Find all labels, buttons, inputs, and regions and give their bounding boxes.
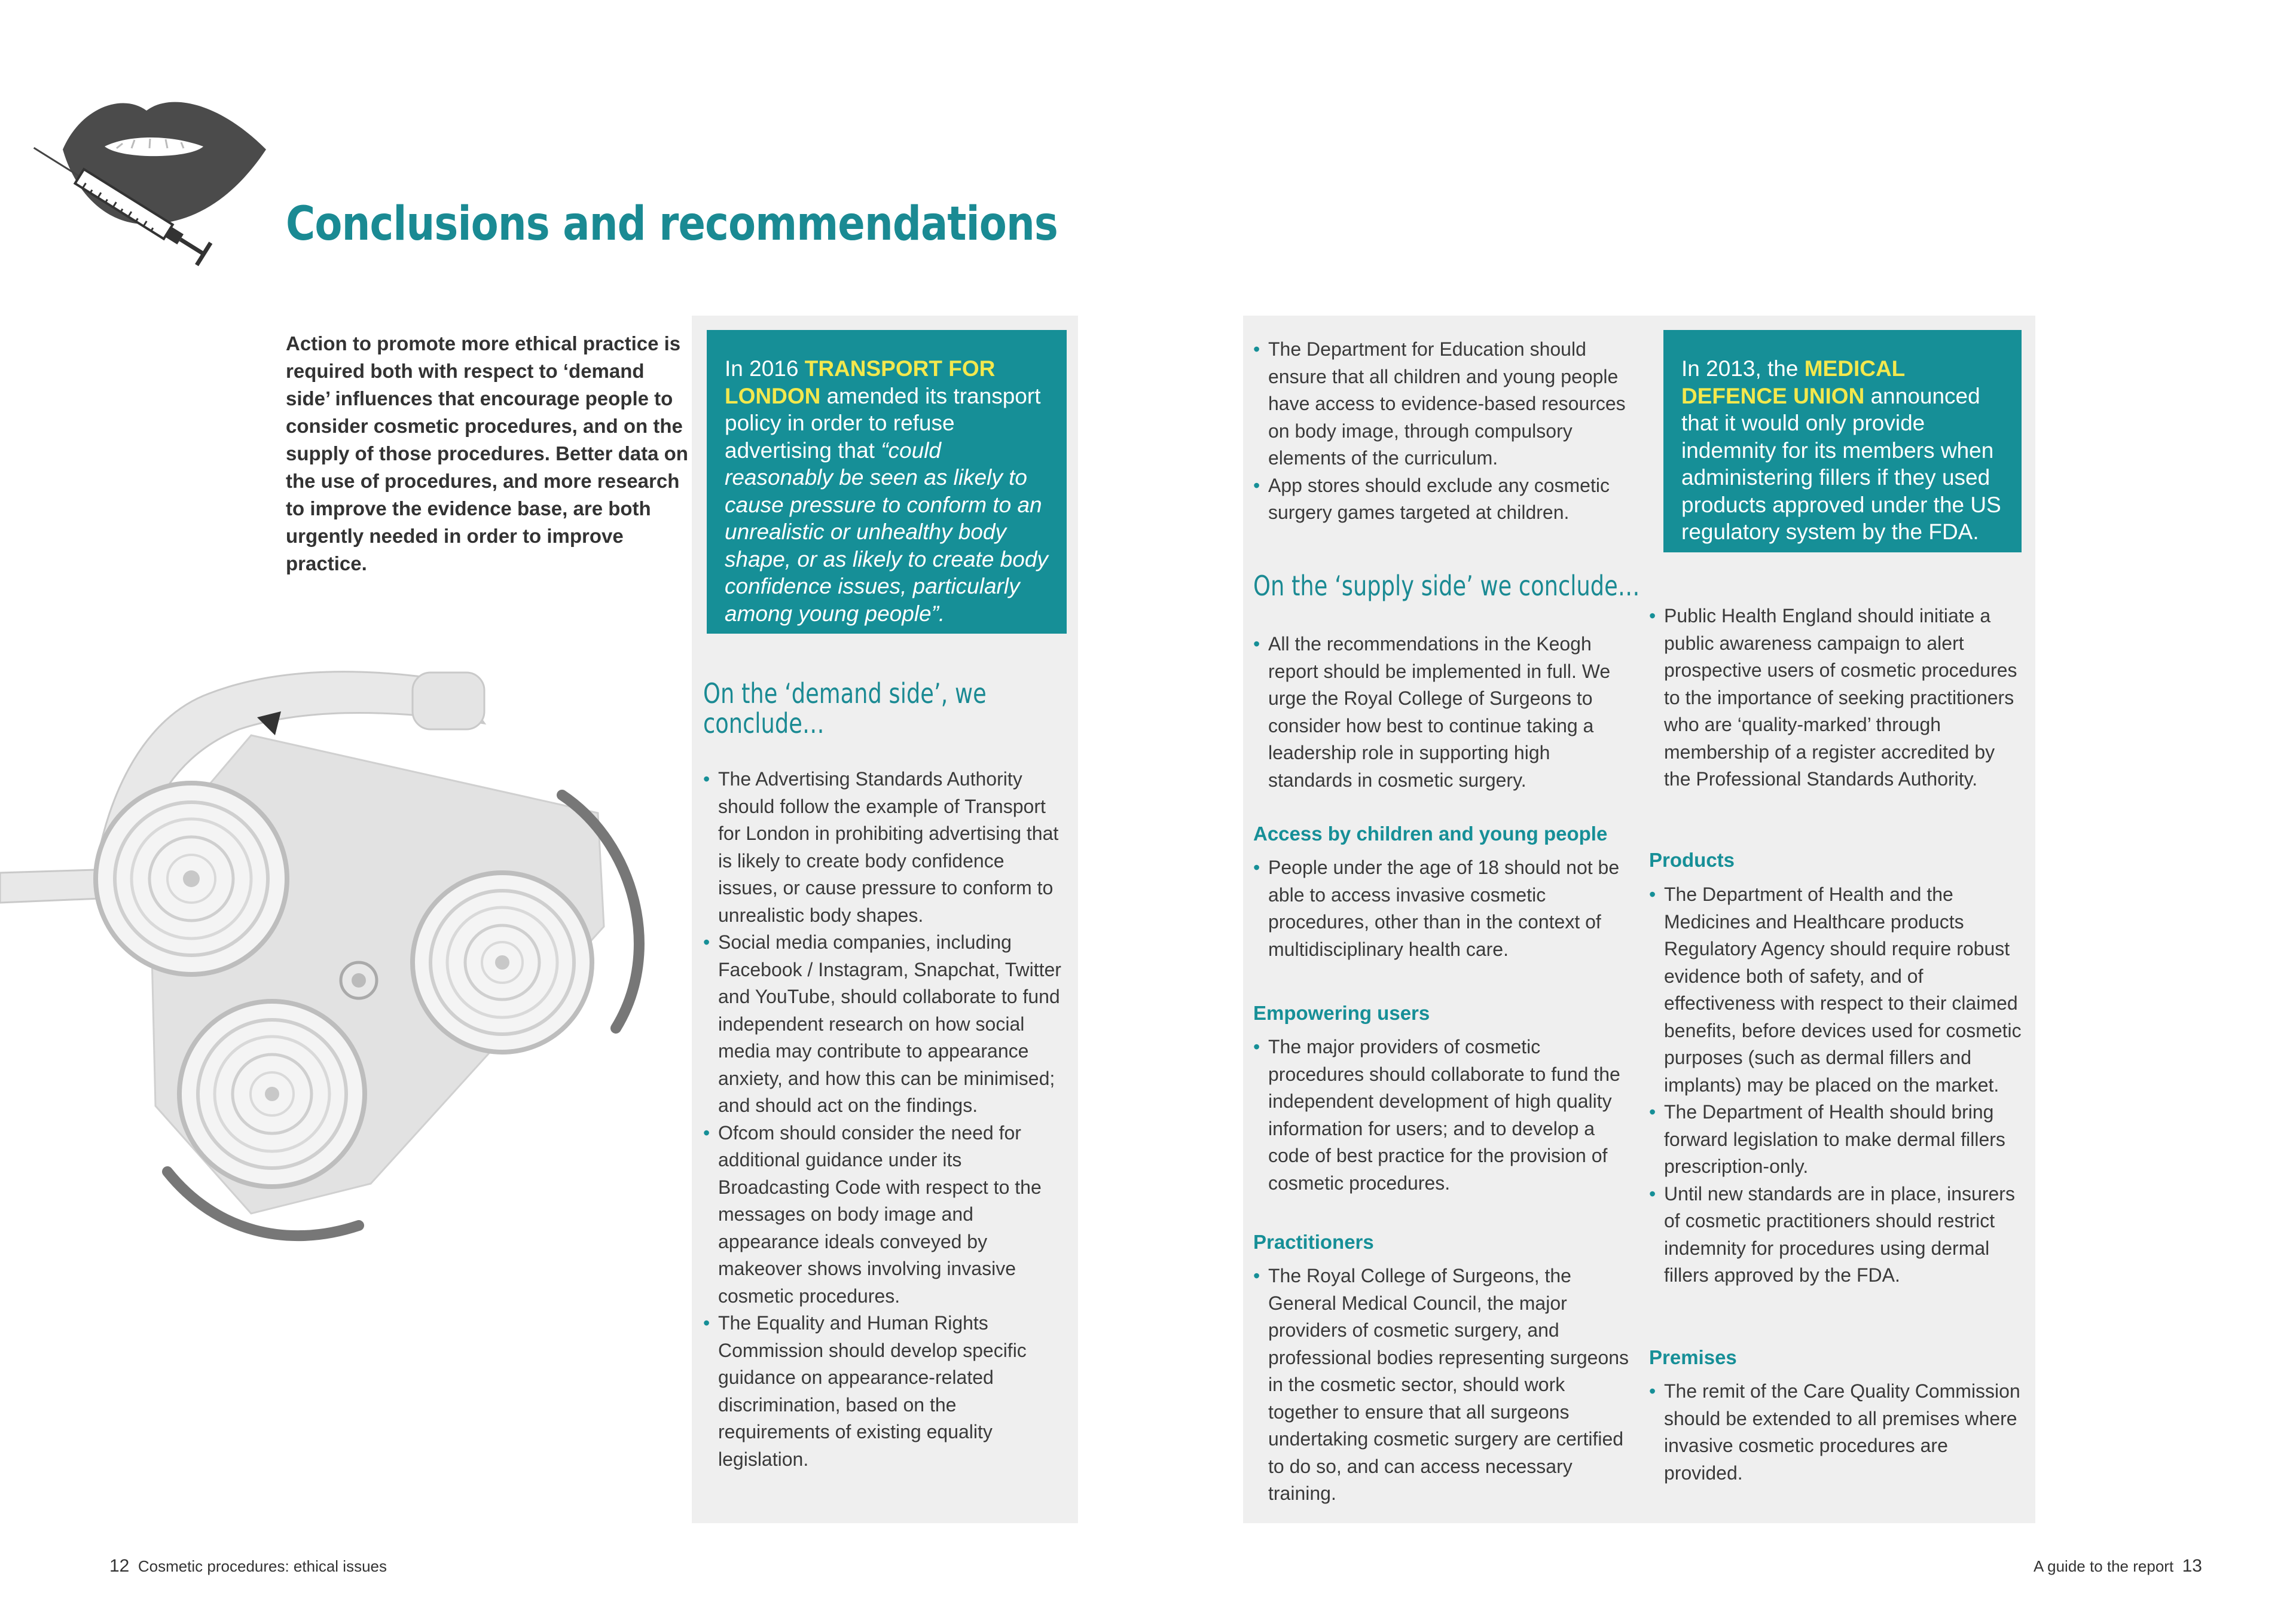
callout-mdu-pre: In 2013, the <box>1681 356 1805 381</box>
callout-tfl-org: TRANSPORT FOR LONDON <box>725 356 996 408</box>
products-heading: Products <box>1649 849 1735 871</box>
lips-syringe-icon <box>33 90 272 305</box>
empowering-list <box>1253 1034 1636 1197</box>
callout-transport-for-london <box>707 330 1067 634</box>
list-item: • The Department of Health and the Medicines and Healthcare products Regulatory Agency should require robust evidence both of safety, and of effectiveness with respect to their claimed benefits, before devices used for cosmetic purposes (such as dermal fillers and implants) may be placed on the market. <box>1649 881 2023 1099</box>
list-item: • The Department of Health should bring forward legislation to make dermal fillers prescription-only. <box>1649 1099 2023 1181</box>
phe-list <box>1649 603 2023 793</box>
demand-side-heading: On the ‘demand side’, we conclude… <box>703 677 987 739</box>
practitioners-heading: Practitioners <box>1253 1231 1374 1253</box>
products-list <box>1649 881 2023 1289</box>
list-item: • Social media companies, including Facebook / Instagram, Snapchat, Twitter and YouTube, should collaborate to fund independent research on how social media may contribute to appearance anxiety, and how this can be minimised; and should act on the findings. <box>703 929 1068 1120</box>
footer-left <box>109 1556 387 1576</box>
list-item: • App stores should exclude any cosmetic surgery games targeted at children. <box>1253 472 1636 527</box>
list-item: • People under the age of 18 should not be able to access invasive cosmetic procedures, other than in the context of multidisciplinary health care. <box>1253 854 1636 963</box>
footer-left-text: Cosmetic procedures: ethical issues <box>138 1557 387 1575</box>
callout-mdu-post: announced that it would only provide indemnity for its members when administering fillers if they used products approved under the US regulatory system by the FDA. <box>1681 383 2001 544</box>
demand-side-list <box>703 766 1068 1473</box>
list-item: • The Advertising Standards Authority should follow the example of Transport for London in prohibiting advertising that is likely to create body confidence issues, or cause pressure to conform to unrealistic body shapes. <box>703 766 1068 929</box>
callout-tfl-mid: amended its transport policy in order to refuse advertising that <box>725 383 1041 463</box>
access-heading: Access by children and young people <box>1253 823 1608 845</box>
list-item: • The Department for Education should ensure that all children and young people have access to evidence-based resources on body image, through compulsory elements of the curriculum. <box>1253 336 1636 472</box>
demand-continued-list <box>1253 336 1636 527</box>
footer-right <box>2034 1556 2202 1576</box>
page-title: Conclusions and recommendations <box>286 197 1058 252</box>
surgical-light-illustration <box>0 616 670 1261</box>
page-number-left: 12 <box>109 1556 130 1576</box>
callout-medical-defence-union <box>1663 330 2022 552</box>
access-list <box>1253 854 1636 963</box>
list-item: • Public Health England should initiate a public awareness campaign to alert prospective users of cosmetic procedures to the importance of seeking practitioners who are ‘quality-marked’ through membership of a register accredited by the Professional Standards Authority. <box>1649 603 2023 793</box>
supply-side-list <box>1253 631 1636 794</box>
premises-heading: Premises <box>1649 1346 1737 1368</box>
list-item: • The Equality and Human Rights Commission should develop specific guidance on appearance-related discrimination, based on the requirements of existing equality legislation. <box>703 1310 1068 1473</box>
supply-side-heading: On the ‘supply side’ we conclude… <box>1253 570 1640 602</box>
list-item: • Until new standards are in place, insurers of cosmetic practitioners should restrict indemnity for procedures using dermal fillers approved by the FDA. <box>1649 1181 2023 1289</box>
callout-tfl-pre: In 2016 <box>725 356 805 381</box>
callout-tfl-quote: “could reasonably be seen as likely to cause pressure to conform to an unrealistic or unhealthy body shape, or as likely to create body confidence issues, particularly among young people”. <box>725 438 1048 626</box>
intro-paragraph: Action to promote more ethical practice is required both with respect to ‘demand side’ influences that encourage people to consider cosmetic procedures, and on the supply of those procedures. Better data on the use of procedures, and more research to improve the evidence base, are both urgently needed in order to improve practice. <box>286 332 688 574</box>
list-item: • Ofcom should consider the need for additional guidance under its Broadcasting Code with respect to the messages on body image and appearance ideals conveyed by makeover shows involving invasive cosmetic procedures. <box>703 1120 1068 1310</box>
list-item: • The Royal College of Surgeons, the General Medical Council, the major providers of cosmetic surgery, and professional bodies representing surgeons in the cosmetic sector, should work together to ensure that all surgeons undertaking cosmetic surgery are certified to do so, and can access necessary training. <box>1253 1263 1636 1508</box>
list-item: • The remit of the Care Quality Commission should be extended to all premises where invasive cosmetic procedures are provided. <box>1649 1378 2023 1487</box>
empowering-heading: Empowering users <box>1253 1002 1430 1024</box>
practitioners-list <box>1253 1263 1636 1508</box>
list-item: • All the recommendations in the Keogh report should be implemented in full. We urge the Royal College of Surgeons to consider how best to continue taking a leadership role in supporting high standards in cosmetic surgery. <box>1253 631 1636 794</box>
callout-mdu-org: MEDICAL DEFENCE UNION <box>1681 356 1905 408</box>
page-number-right: 13 <box>2182 1556 2202 1576</box>
premises-list <box>1649 1378 2023 1487</box>
footer-right-text: A guide to the report <box>2034 1557 2174 1575</box>
list-item: • The major providers of cosmetic procedures should collaborate to fund the independent development of high quality information for users; and to develop a code of best practice for the provision of cosmetic procedures. <box>1253 1034 1636 1197</box>
